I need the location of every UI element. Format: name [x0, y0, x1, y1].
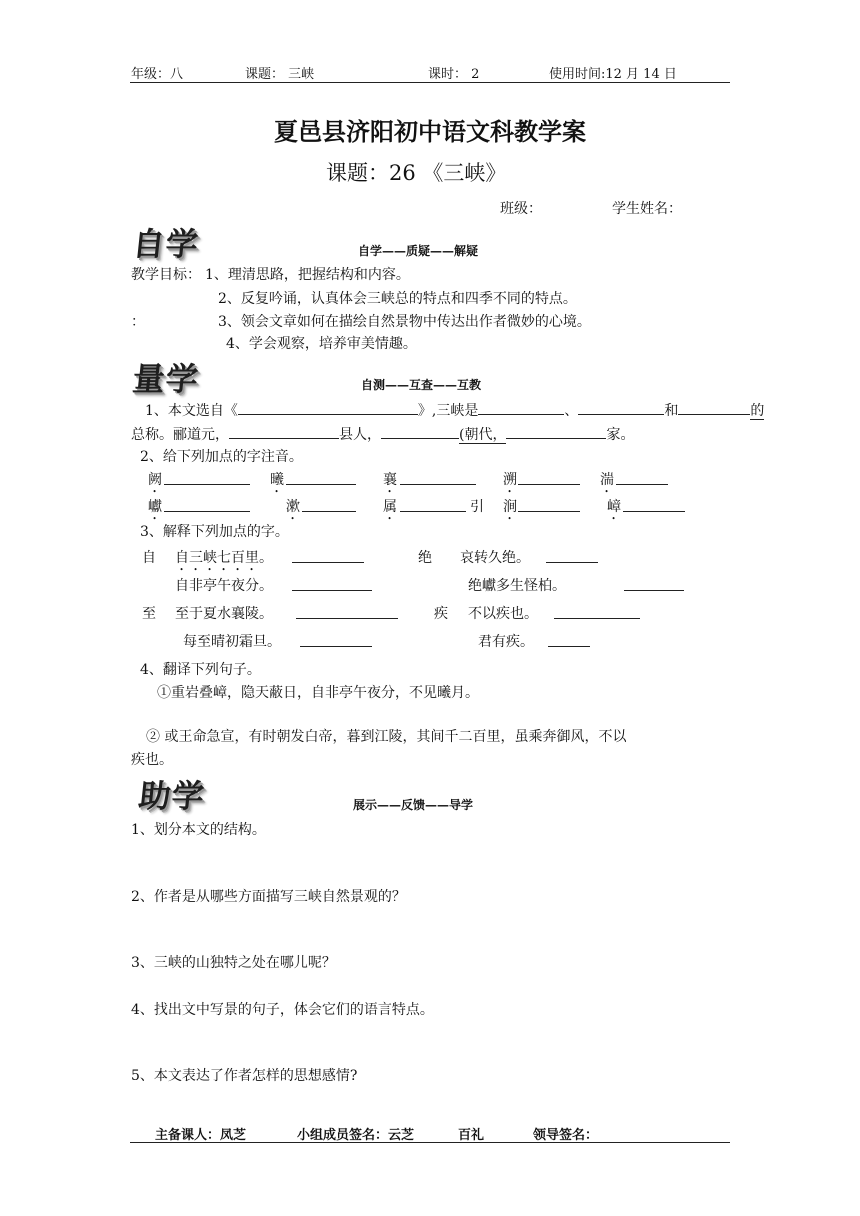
goal-2: 2、反复吟诵，认真体会三峡总的特点和四季不同的特点。 — [218, 291, 577, 307]
page-title: 夏邑县济阳初中语文科教学案 — [274, 118, 586, 146]
q4-sentence-2a: ② 或王命急宣，有时朝发白帝，暮到江陵，其间千二百里，虽乘奔御风，不以 — [146, 729, 627, 745]
q3-word-jue: 绝 — [418, 550, 432, 566]
q2-blank-su[interactable] — [518, 470, 580, 485]
q2-blank-xi[interactable] — [286, 470, 356, 485]
q3-ji-2: 君有疾。 — [478, 634, 534, 650]
footer-lead-teacher: 主备课人：凤芝 — [155, 1128, 247, 1143]
q3-blank-zhi-1[interactable] — [296, 604, 398, 619]
q2-char-zhang: 嶂 — [607, 499, 621, 515]
header-grade: 年级：八 — [131, 67, 184, 82]
q1-blank-source[interactable] — [238, 400, 418, 415]
task-3: 3、三峡的山独特之处在哪儿呢？ — [131, 955, 336, 971]
task-4: 4、找出文中写景的句子，体会它们的语言特点。 — [131, 1002, 434, 1018]
q2-char-xiang: 襄 — [383, 472, 397, 488]
q3-word-zi: 自 — [142, 550, 156, 566]
goal-4: 4、学会观察，培养审美情趣。 — [226, 336, 417, 352]
q3-blank-zhi-2[interactable] — [300, 632, 372, 647]
q1-text-g: 县人， — [339, 427, 381, 443]
q1-text-b: 》,三峡是 — [417, 403, 479, 419]
q1-line2 — [131, 424, 634, 444]
header-divider — [130, 82, 730, 83]
q2-char-jian: 涧 — [503, 499, 517, 515]
header-period: 课时： 2 — [428, 67, 480, 82]
q2-char-yan: 巘 — [148, 499, 162, 515]
q3-blank-ji-1[interactable] — [554, 604, 640, 619]
q1-text-i: 家。 — [606, 427, 635, 443]
q2-label: 2、给下列加点的字注音。 — [140, 449, 303, 465]
q2-blank-zhu[interactable] — [400, 497, 466, 512]
task-5: 5、本文表达了作者怎样的思想感情? — [131, 1068, 358, 1084]
section-heading-1: 自学——质疑——解疑 — [358, 244, 479, 258]
q3-word-ji: 疾 — [434, 606, 448, 622]
q2-blank-yan[interactable] — [164, 497, 250, 512]
section-tag-liangxue: 量学 — [130, 360, 201, 398]
student-name-label: 学生姓名： — [612, 201, 682, 217]
q4-sentence-2b: 疾也。 — [131, 752, 173, 768]
header-date: 使用时间:12 月 14 日 — [549, 67, 677, 82]
goal-1: 1、理清思路，把握结构和内容。 — [205, 267, 410, 283]
q3-jue-1: 哀转久绝。 — [460, 550, 530, 566]
footer-divider — [130, 1142, 730, 1143]
q1-blank-gorge3[interactable] — [678, 400, 750, 415]
q2-char-tuan: 湍 — [600, 472, 614, 488]
footer-member-2: 百礼 — [458, 1128, 485, 1143]
q3-jue-2: 绝巘多生怪柏。 — [468, 578, 566, 594]
q2-char-shu: 漱 — [286, 499, 300, 515]
q3-zhi-2: 每至晴初霜旦。 — [183, 634, 281, 650]
q2-blank-shu[interactable] — [302, 497, 356, 512]
q4-sentence-1: ①重岩叠嶂，隐天蔽日，自非亭午夜分，不见曦月。 — [157, 685, 479, 701]
q3-blank-ji-2[interactable] — [548, 632, 590, 647]
q2-char-que: 阙 — [148, 472, 162, 488]
q3-blank-jue-1[interactable] — [546, 548, 598, 563]
goal-label: 教学目标： — [131, 267, 201, 283]
q3-zhi-1: 至于夏水襄陵。 — [175, 606, 273, 622]
footer-leader-signature: 领导签名： — [533, 1128, 599, 1143]
q3-label: 3、解释下列加点的字。 — [140, 524, 289, 540]
q4-label: 4、翻译下列句子。 — [140, 662, 261, 678]
q3-ji-1: 不以疾也。 — [468, 606, 538, 622]
task-1: 1、划分本文的结构。 — [131, 822, 266, 838]
q3-zi-1: 自三峡七百里。 — [175, 550, 273, 566]
q3-blank-zi-2[interactable] — [292, 576, 372, 591]
q1-text-f: 总称。郦道元， — [131, 427, 229, 443]
q1-line1 — [145, 400, 764, 420]
q2-blank-jian[interactable] — [518, 497, 580, 512]
goal-3: 3、领会文章如何在描绘自然景物中传达出作者微妙的心境。 — [218, 314, 591, 330]
q1-text-c: 、 — [564, 403, 579, 419]
section-tag-zixue: 自学 — [130, 225, 201, 263]
q1-blank-county[interactable] — [229, 424, 339, 439]
lesson-subtitle: 课题：26 《三峡》 — [326, 161, 507, 185]
section-heading-2: 自测——互查——互教 — [361, 378, 482, 392]
q1-blank-dynasty[interactable] — [381, 424, 459, 439]
q2-char-yin: 引 — [470, 499, 484, 515]
q1-text-h: (朝代， — [459, 427, 507, 443]
q3-word-zhi: 至 — [142, 606, 156, 622]
q2-blank-xiang[interactable] — [400, 470, 476, 485]
q3-blank-jue-2[interactable] — [624, 576, 684, 591]
q3-zi-2: 自非亭午夜分。 — [175, 578, 273, 594]
q1-blank-gorge1[interactable] — [478, 400, 564, 415]
q2-char-su: 溯 — [503, 472, 517, 488]
q1-blank-gorge2[interactable] — [578, 400, 664, 415]
class-label: 班级： — [500, 201, 542, 217]
q3-blank-zi-1[interactable] — [292, 548, 364, 563]
section-heading-3: 展示——反馈——导学 — [353, 798, 474, 812]
q2-blank-tuan[interactable] — [616, 470, 668, 485]
footer-group-members: 小组成员签名：云芝 — [297, 1128, 415, 1143]
q2-blank-zhang[interactable] — [623, 497, 685, 512]
q1-text-a: 1、本文选自《 — [145, 403, 238, 419]
q1-blank-profession[interactable] — [506, 424, 606, 439]
header-topic: 课题： 三峡 — [245, 67, 315, 82]
q1-text-d: 和 — [664, 403, 679, 419]
stray-colon: ： — [131, 314, 145, 330]
task-2: 2、作者是从哪些方面描写三峡自然景观的？ — [131, 889, 406, 905]
q2-char-zhu: 属 — [383, 499, 397, 515]
q1-text-e: 的 — [750, 403, 765, 419]
q2-char-xi: 曦 — [270, 472, 284, 488]
q2-blank-que[interactable] — [164, 470, 250, 485]
section-tag-zhuxue: 助学 — [136, 777, 207, 815]
